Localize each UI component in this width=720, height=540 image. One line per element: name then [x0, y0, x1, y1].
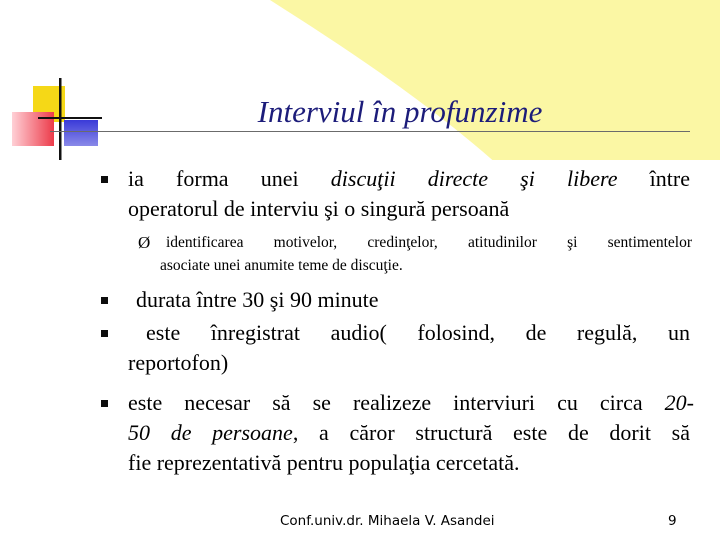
bullet-4-text-emphasis: 20-	[664, 390, 694, 415]
slide-title: Interviul în profunzime	[257, 94, 543, 129]
bullet-square-icon	[101, 330, 108, 337]
arrow-bullet-icon: Ø	[138, 233, 151, 252]
bullet-3-line-1: este înregistrat audio( folosind, de regulă, un	[146, 320, 690, 345]
bullet-2-line-1: durata între 30 şi 90 minute	[136, 287, 379, 312]
bullet-4-line-3: fie reprezentativă pentru populaţia cercetată.	[128, 450, 520, 475]
bullet-4-line-1	[128, 388, 694, 418]
footer-author: Conf.univ.dr. Mihaela V. Asandei	[280, 513, 495, 529]
bullet-1-line-2: operatorul de interviu şi o singură persoană	[128, 196, 510, 221]
bullet-1-text-emphasis: discuţii directe şi libere	[330, 166, 618, 191]
sub-item-line-1: identificarea motivelor, credinţelor, atitudinilor şi sentimentelor	[166, 234, 692, 251]
bullet-4-text-a: este necesar să se realizeze interviuri cu circa	[128, 390, 665, 415]
bullet-1-text-b: între	[617, 166, 690, 191]
bullet-4-line-2	[128, 418, 690, 448]
bullet-square-icon	[101, 400, 108, 407]
bullet-square-icon	[101, 297, 108, 304]
bullet-square-icon	[101, 176, 108, 183]
corner-logo-icon	[0, 0, 720, 160]
sub-item-line-2: asociate unei anumite teme de discuţie.	[160, 257, 403, 274]
bullet-4-line-2-emphasis: 50 de persoane	[128, 420, 293, 445]
title-divider	[50, 131, 690, 132]
bullet-4-line-2-rest: , a căror structură este de dorit să	[292, 420, 690, 445]
page-number: 9	[668, 513, 677, 529]
bullet-3-line-2: reportofon)	[128, 350, 229, 375]
bullet-1-text-a: ia forma unei	[128, 166, 331, 191]
bullet-1-line-1	[128, 164, 690, 194]
